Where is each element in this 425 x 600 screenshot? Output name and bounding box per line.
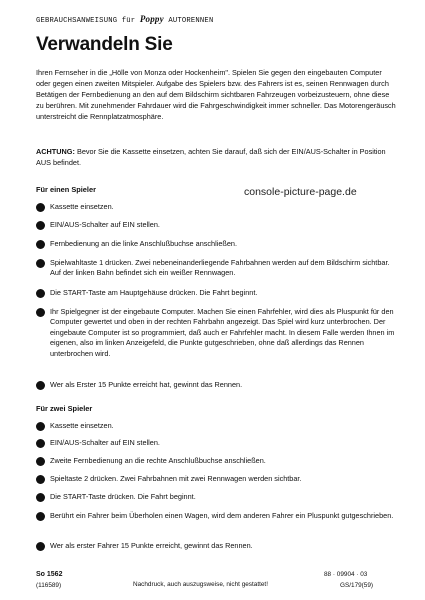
- bullet-icon: [36, 422, 45, 431]
- list-item: Wer als erster Fahrer 15 Punkte erreicht, gewinnt das Rennen.: [36, 541, 398, 551]
- bullet-icon: [36, 203, 45, 212]
- bullet-icon: [36, 457, 45, 466]
- list-item: EIN/AUS-Schalter auf EIN stellen.: [36, 438, 398, 448]
- header-suffix: AUTORENNEN: [168, 17, 214, 25]
- watermark: console-picture-page.de: [244, 186, 357, 198]
- bullet-icon: [36, 493, 45, 502]
- list-item: Spieltaste 2 drücken. Zwei Fahrbahnen mit zwei Rennwagen werden sichtbar.: [36, 474, 398, 484]
- bullet-icon: [36, 381, 45, 390]
- list-item: Kassette einsetzen.: [36, 202, 398, 212]
- warning-paragraph: [36, 147, 396, 169]
- warning-text: Bevor Sie die Kassette einsetzen, achten Sie darauf, daß sich der EIN/AUS-Schalter in Position AUS befindet.: [36, 147, 386, 167]
- section-heading-one-player: Für einen Spieler: [36, 185, 96, 194]
- list-item: Die START-Taste am Hauptgehäuse drücken. Die Fahrt beginnt.: [36, 288, 398, 298]
- list-item: EIN/AUS-Schalter auf EIN stellen.: [36, 220, 398, 230]
- bullet-icon: [36, 308, 45, 317]
- header-prefix: GEBRAUCHSANWEISUNG für: [36, 17, 136, 25]
- list-item: Kassette einsetzen.: [36, 421, 398, 431]
- brand-logo: Poppy: [139, 14, 164, 24]
- bullet-icon: [36, 512, 45, 521]
- bullet-icon: [36, 259, 45, 268]
- intro-paragraph: Ihren Fernseher in die „Hölle von Monza oder Hockenheim". Spielen Sie gegen den eingebauten Computer oder gegen einen zweiten Mitspieler. Aufgabe des Spielers bzw. des Fahrers ist es, seinen Rennwagen durch Betätigen der Fernbedienung an den auf dem Bildschirm sichtbaren Fahrzeugen vorbeizusteuern, ohne diese zu berühren. Mit zunehmender Fahrdauer wird die Fahrgeschwindigkeit immer schneller. Das Motorengeräusch unterstreicht die Rennplatzatmosphäre.: [36, 68, 396, 121]
- list-item: Spielwahltaste 1 drücken. Zwei nebeneinanderliegende Fahrbahnen werden auf dem Bildschirm sichtbar. Auf der linken Bahn befindet sich ein weißer Rennwagen.: [36, 258, 398, 279]
- bullet-icon: [36, 542, 45, 551]
- footer-number: 88 · 09904 · 03: [324, 571, 368, 578]
- bullet-icon: [36, 439, 45, 448]
- bullet-icon: [36, 289, 45, 298]
- footer-code: So 1562: [36, 571, 63, 578]
- bullet-icon: [36, 240, 45, 249]
- footer-code-sub: (116589): [36, 582, 62, 589]
- footer-notice: Nachdruck, auch auszugsweise, nicht gestattet!: [133, 581, 268, 588]
- manual-header: [36, 14, 213, 25]
- bullet-icon: [36, 475, 45, 484]
- footer-number-sub: GS/179(59): [340, 582, 374, 589]
- list-item: Wer als Erster 15 Punkte erreicht hat, gewinnt das Rennen.: [36, 380, 398, 390]
- list-item: Berührt ein Fahrer beim Überholen einen Wagen, wird dem anderen Fahrer ein Pluspunkt gutgeschrieben.: [36, 511, 398, 521]
- list-item: Ihr Spielgegner ist der eingebaute Computer. Machen Sie einen Fahrfehler, wird dies als Pluspunkt für den Computer gewertet und oben in der rechten Fahrbahn angezeigt. Das Spiel wird kurz unterbrochen. Der eingebaute Computer ist so programmiert, daß auch er Fahrfehler macht. In diesem Falle werden Ihnen im eigenen, also im linken Anzeigefeld, die Punkte gutgeschrieben, ohne daß allerdings das Rennen unterbrochen wird.: [36, 307, 398, 359]
- list-item: Die START-Taste drücken. Die Fahrt beginnt.: [36, 492, 398, 502]
- warning-label: ACHTUNG:: [36, 147, 75, 156]
- list-item: Fernbedienung an die linke Anschlußbuchse anschließen.: [36, 239, 398, 249]
- bullet-icon: [36, 221, 45, 230]
- page-title: Verwandeln Sie: [36, 34, 173, 55]
- list-item: Zweite Fernbedienung an die rechte Anschlußbuchse anschließen.: [36, 456, 398, 466]
- section-heading-two-players: Für zwei Spieler: [36, 404, 93, 413]
